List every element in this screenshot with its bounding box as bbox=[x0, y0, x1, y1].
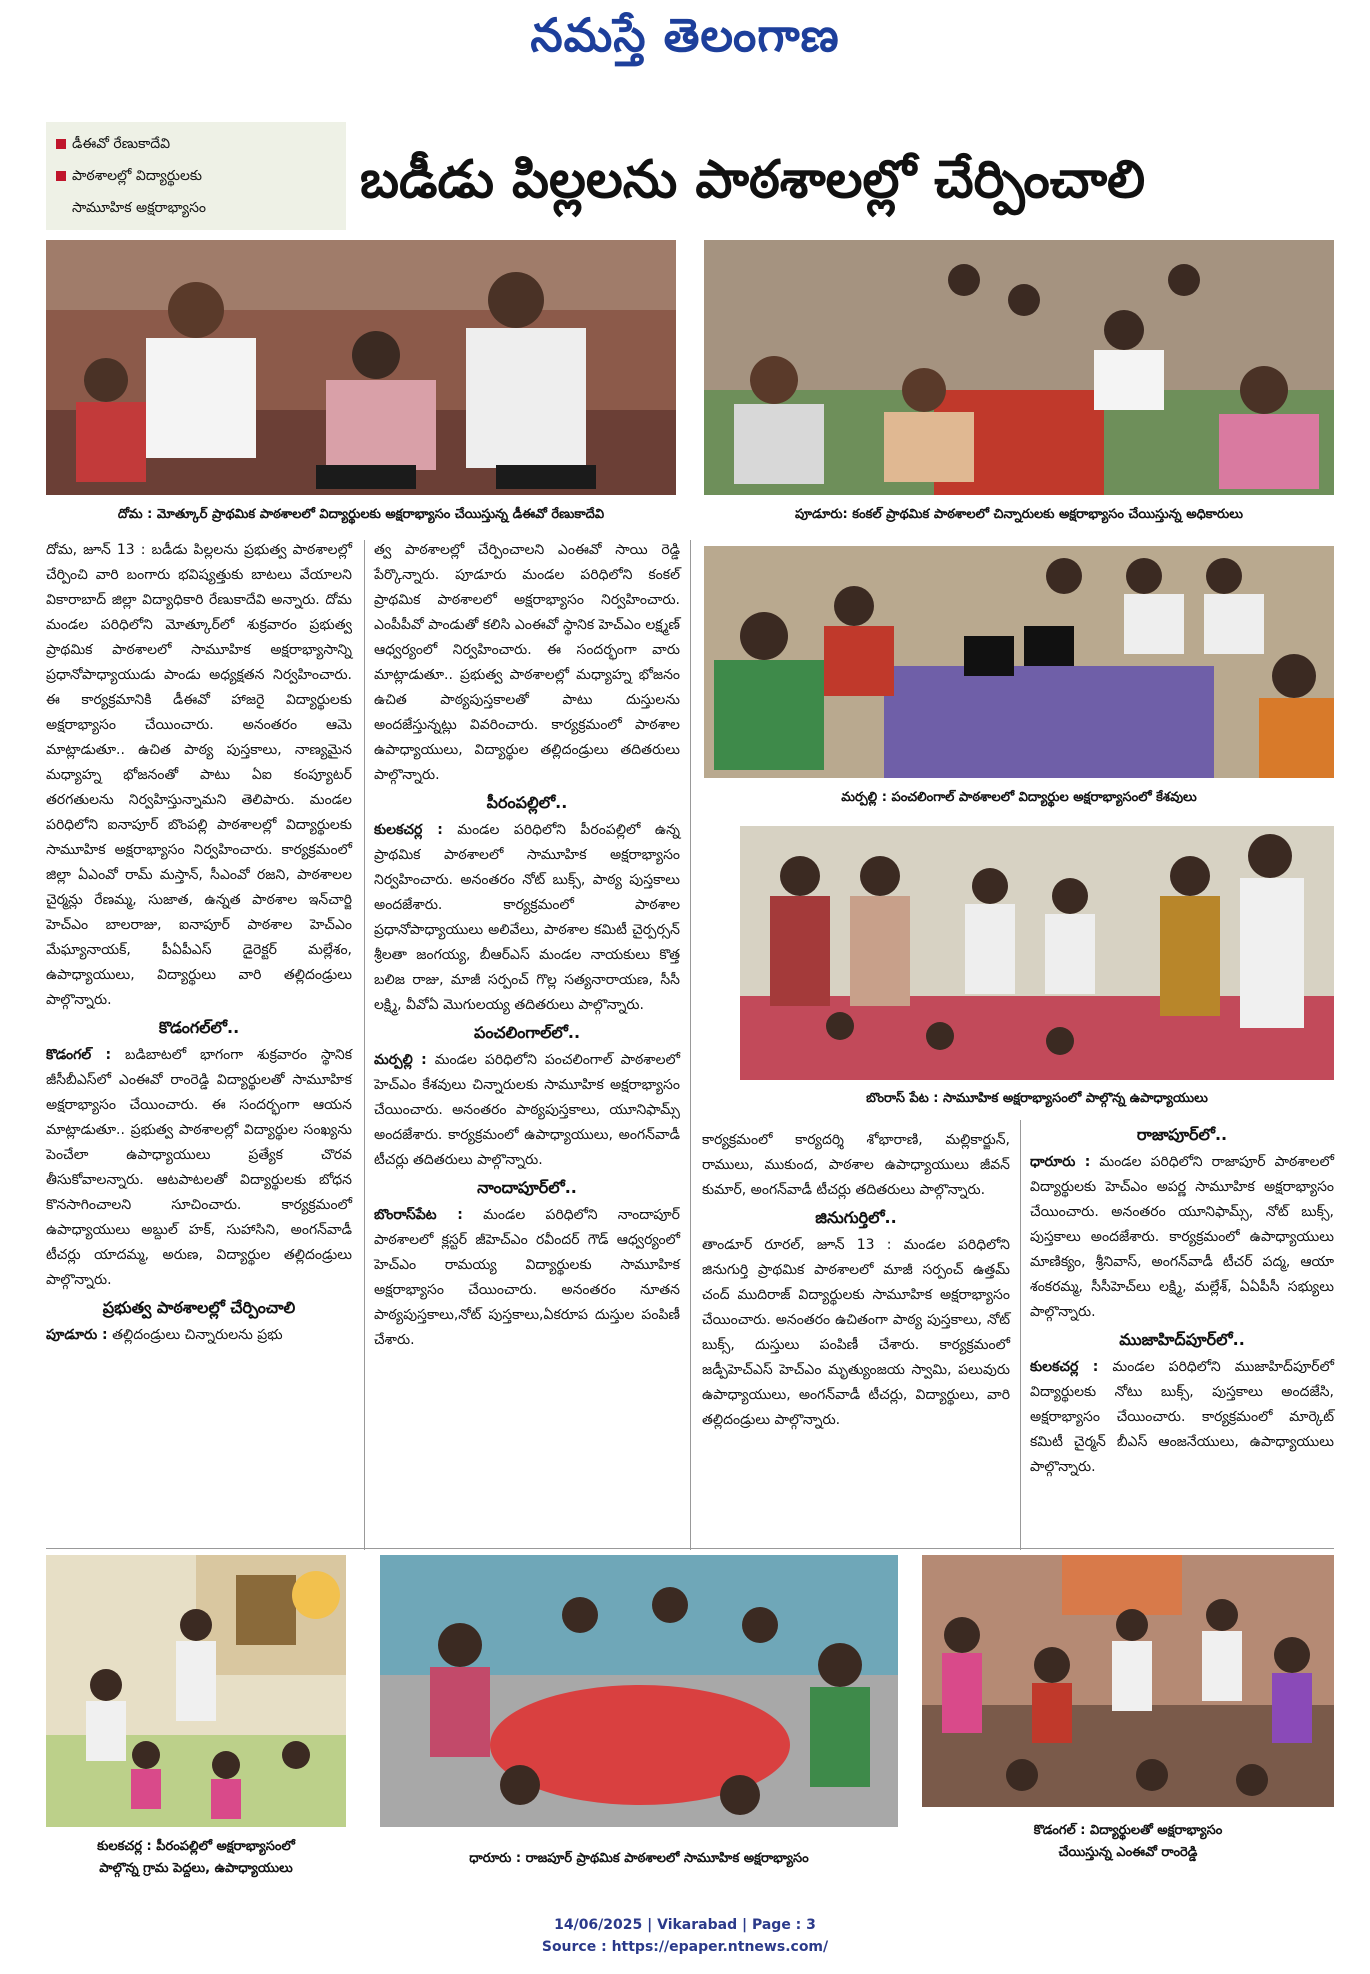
headline: బడీడు పిల్లలను పాఠశాలల్లో చేర్పించాలి bbox=[360, 150, 1146, 210]
paragraph: దోమ, జూన్ 13 : బడీడు పిల్లలను ప్రభుత్వ పాఠశాలల్లో చేర్పించి వారి బంగారు భవిష్యత్తుకు బాటలు వేయాలని వికారాబాద్ జిల్లా విద్యాధికారి రేణుకాదేవి అన్నారు. దోమ మండల పరిధిలోని మోత్కూర్‌లో శుక్రవారం ప్రభుత్వ ప్రాథమిక పాఠశాలలో సామూహిక అక్షరాభ్యాసాన్ని ప్రధానోపాధ్యాయుడు పాండు అధ్యక్షతన నిర్వహించారు. ఈ కార్యక్రమానికి డీఈవో హాజరై విద్యార్థులకు అక్షరాభ్యాసం చేయించారు. అనంతరం ఆమె మాట్లాడుతూ.. ఉచిత పాఠ్య పుస్తకాలు, నాణ్యమైన మధ్యాహ్న భోజనంతో పాటు ఏఐ కంప్యూటర్ తరగతులను నిర్వహిస్తున్నామని తెలిపారు. మండల పరిధిలోని ఐనాపూర్ బొంపల్లి పాఠశాలల్లో విద్యార్థులకు సామూహిక అక్షరాభ్యాసం నిర్వహించారు. కార్యక్రమంలో జిల్లా ఏఎంవో రామ్ మస్తాన్, సీఎంవో రజని, పాఠశాలల చైర్మన్లు రేణమ్మ, సుజాత, ఉన్నత పాఠశాల ఇన్‌చార్జి హెచ్‌ఎం బాలరాజు, ఐనాపూర్ పాఠశాల హెచ్‌ఎం మేఘ్యానాయక్, పీఏపీఎస్ డైరెక్టర్ మల్లేశం, ఉపాధ్యాయులు, విద్యార్థులు వారి తల్లిదండ్రులు పాల్గొన్నారు. bbox=[46, 542, 352, 1008]
section-subhead: ప్రభుత్వ పాఠశాలల్లో చేర్పించాలి bbox=[102, 1298, 296, 1317]
article-column-1 bbox=[46, 538, 352, 1348]
article-column-4 bbox=[1030, 1120, 1334, 1480]
photo-bomraspet bbox=[740, 826, 1334, 1080]
paragraph: బొంరాస్‌పేట : మండల పరిధిలోని నాందాపూర్ పాఠశాలలో క్లస్టర్ జీహెచ్‌ఎం రవీందర్ గౌడ్ ఆధ్వర్యంలో హెచ్‌ఎం రామయ్య విద్యార్థులకు సామూహిక అక్షరాభ్యాసం చేయించారు. అనంతరం నూతన పాఠ్యపుస్తకాలు,నోట్ పుస్తకాలు,ఏకరూప దుస్తుల పంపిణీ చేశారు. bbox=[374, 1207, 680, 1348]
photo-dhoma bbox=[46, 240, 676, 495]
dateline: పూడూరు : bbox=[46, 1327, 108, 1343]
section-subhead: పీరంపల్లిలో.. bbox=[486, 793, 568, 812]
dateline: కులకచర్ల : bbox=[374, 822, 443, 838]
paragraph: పూడూరు : తల్లిదండ్రులు చిన్నారులను ప్రభు bbox=[46, 1327, 283, 1343]
photo-caption: మర్పల్లి : పంచలింగాల్ పాఠశాలలో విద్యార్థుల అక్షరాభ్యాసంలో కేశవులు bbox=[841, 790, 1197, 805]
masthead-logo: నమస్తే తెలంగాణ bbox=[530, 8, 840, 62]
paragraph: తాండూర్ రూరల్, జూన్ 13 : మండల పరిధిలోని జినుగుర్తి ప్రాథమిక పాఠశాలలో మాజీ సర్పంచ్ ఉత్తమ్ చంద్ ముదిరాజ్ విద్యార్థులకు సామూహిక అక్షరాభ్యాసం చేయించారు. అనంతరం ఉచితంగా పాఠ్య పుస్తకాలు, నోట్ బుక్స్, దుస్తులు పంపిణీ చేశారు. కార్యక్రమంలో జడ్పీహెచ్‌ఎస్ హెచ్‌ఎం మృత్యుంజయ స్వామి, పలువురు ఉపాధ్యాయులు, అంగన్‌వాడీ టీచర్లు, విద్యార్థులు, వారి తల్లిదండ్రులు పాల్గొన్నారు. bbox=[702, 1237, 1010, 1428]
photo-pudur bbox=[704, 240, 1334, 495]
page-footer bbox=[0, 1914, 1370, 1958]
bullet-icon bbox=[56, 171, 66, 181]
paragraph: త్వ పాఠశాలల్లో చేర్పించాలని ఎంఈవో సాయి రెడ్డి పేర్కొన్నారు. పూడూరు మండల పరిధిలోని కంకల్ ప్రాథమిక పాఠశాలలో అక్షరాభ్యాసం నిర్వహించారు. ఎంపీపీవో పాండుతో కలిసి ఎంఈవో స్థానిక హెచ్‌ఎం లక్ష్మణ్ ఆధ్వర్యంలో నిర్వహించారు. ఈ సందర్భంగా వారు మాట్లాడుతూ.. ప్రభుత్వ పాఠశాలల్లో మధ్యాహ్న భోజనం ఉచిత పాఠ్యపుస్తకాలతో పాటు దుస్తులను అందజేస్తున్నట్లు వివరించారు. కార్యక్రమంలో పాఠశాల ఉపాధ్యాయులు, విద్యార్థుల తల్లిదండ్రులు తదితరులు పాల్గొన్నారు. bbox=[374, 542, 680, 783]
column-rule bbox=[690, 540, 691, 1550]
section-subhead: రాజాపూర్‌లో.. bbox=[1136, 1125, 1228, 1144]
kicker-item: సామూహిక అక్షరాభ్యాసం bbox=[72, 200, 207, 216]
paragraph: కొడంగల్ : బడిబాటలో భాగంగా శుక్రవారం స్థానిక జీసీబీఎస్‌లో ఎంఈవో రాంరెడ్డి విద్యార్థులతో సామూహిక అక్షరాభ్యాసం చేయించారు. ఈ సందర్భంగా ఆయన మాట్లాడుతూ.. ప్రభుత్వ పాఠశాలల్లో విద్యార్థుల సంఖ్యను పెంచేలా ఉపాధ్యాయులు ప్రత్యేక చొరవ తీసుకోవాలన్నారు. ఆటపాటలతో విద్యార్థులకు బోధన కొనసాగించాలని సూచించారు. కార్యక్రమంలో ఉపాధ్యాయులు అబ్దుల్ హక్, సుహాసిని, అంగన్‌వాడీ టీచర్లు యాదమ్మ, అరుణ, విద్యార్థుల తల్లిదండ్రులు పాల్గొన్నారు. bbox=[46, 1047, 352, 1288]
photo-kodangal bbox=[922, 1555, 1334, 1807]
section-subhead: జినుగుర్తిలో.. bbox=[815, 1208, 897, 1227]
section-subhead: పంచలింగాల్‌లో.. bbox=[473, 1023, 581, 1042]
kicker-item: డీఈవో రేణుకాదేవి bbox=[56, 128, 336, 160]
paragraph: కులకచర్ల : మండల పరిధిలోని పీరంపల్లిలో ఉన్న ప్రాథమిక పాఠశాలలో సామూహిక అక్షరాభ్యాసం నిర్వహించారు. అనంతరం నోట్ బుక్స్, పాఠ్య పుస్తకాలు అందజేశారు. కార్యక్రమంలో పాఠశాల ప్రధానోపాధ్యాయులు అలివేలు, పాఠశాల కమిటీ చైర్పర్సన్ శ్రీలతా జంగయ్య, బీఆర్‌ఎస్ మండల నాయకులు కొత్త బలిజ రాజు, మాజీ సర్పంచ్ గొల్ల సత్యనారాయణ, సీసీ లక్ష్మి, వీవోఏ మొగులయ్య తదితరులు పాల్గొన్నారు. bbox=[374, 822, 680, 1013]
paragraph: మర్పల్లి : మండల పరిధిలోని పంచలింగాల్ పాఠశాలలో హెచ్‌ఎం కేశవులు చిన్నారులకు సామూహిక అక్షరాభ్యాసం చేయించారు. అనంతరం పాఠ్యపుస్తకాలు, యూనిఫామ్స్ అందజేశారు. కార్యక్రమంలో ఉపాధ్యాయులు, అంగన్‌వాడీ టీచర్లు తదితరులు పాల్గొన్నారు. bbox=[374, 1052, 680, 1168]
dateline: కులకచర్ల : bbox=[1030, 1359, 1099, 1375]
photo-dharur bbox=[380, 1555, 898, 1827]
photo-caption: ధారూరు : రాజపూర్ ప్రాథమిక పాఠశాలలో సామూహిక అక్షరాభ్యాసం bbox=[469, 1851, 809, 1866]
article-column-3 bbox=[702, 1128, 1010, 1433]
column-rule bbox=[364, 540, 365, 1550]
photo-caption: కొడంగల్ : విద్యార్థులతో అక్షరాభ్యాసం చేయిస్తున్న ఎంఈవో రాంరెడ్డి bbox=[1033, 1823, 1223, 1860]
dateline: కొడంగల్ : bbox=[46, 1047, 112, 1063]
dateline: మర్పల్లి : bbox=[374, 1052, 427, 1068]
section-subhead: కొడంగల్‌లో.. bbox=[158, 1018, 240, 1037]
paragraph: కార్యక్రమంలో కార్యదర్శి శోభారాణి, మల్లికార్జున్, రాములు, ముకుంద, పాఠశాల ఉపాధ్యాయులు జీవన్ కుమార్, అంగన్‌వాడీ టీచర్లు తదితరులు పాల్గొన్నారు. bbox=[702, 1132, 1010, 1198]
column-rule bbox=[1020, 1120, 1021, 1550]
dateline: ధారూరు : bbox=[1030, 1154, 1091, 1170]
paragraph: కులకచర్ల : మండల పరిధిలోని ముజాహిద్‌పూర్‌లో విద్యార్థులకు నోటు బుక్స్, పుస్తకాలు అందజేసి, అక్షరాభ్యాసం చేయించారు. కార్యక్రమంలో మార్కెట్ కమిటీ చైర్మన్ బీఎస్ ఆంజనేయులు, ఉపాధ్యాయులు పాల్గొన్నారు. bbox=[1030, 1359, 1334, 1475]
photo-caption: కులకచర్ల : పీరంపల్లిలో అక్షరాభ్యాసంలో పాల్గొన్న గ్రామ పెద్దలు, ఉపాధ్యాయులు bbox=[97, 1839, 295, 1876]
photo-caption: దోమ : మోత్కూర్ ప్రాథమిక పాఠశాలలో విద్యార్థులకు అక్షరాభ్యాసం చేయిస్తున్న డీఈవో రేణుకాదేవి bbox=[117, 507, 605, 522]
paragraph: ధారూరు : మండల పరిధిలోని రాజాపూర్ పాఠశాలలో విద్యార్థులకు హెచ్‌ఎం అపర్ణ సామూహిక అక్షరాభ్యాసం చేయించారు. అనంతరం యూనిఫామ్స్, నోట్ బుక్స్, పుస్తకాలు అందజేశారు. కార్యక్రమంలో ఉపాధ్యాయులు మాణిక్యం, శ్రీనివాస్, అంగన్‌వాడీ టీచర్ పద్మ, ఆయా శంకరమ్మ, సీసీహెచ్‌లు లక్ష్మి, మల్లేశ్, ఏఏపీసీ సభ్యులు పాల్గొన్నారు. bbox=[1030, 1154, 1334, 1320]
photo-kulkacharla bbox=[46, 1555, 346, 1827]
dateline: బొంరాస్‌పేట : bbox=[374, 1207, 463, 1223]
article-column-2 bbox=[374, 538, 680, 1353]
bullet-icon bbox=[56, 139, 66, 149]
source-link[interactable]: Source : https://epaper.ntnews.com/ bbox=[541, 1939, 829, 1955]
photo-marpalli bbox=[704, 546, 1334, 778]
photo-caption: పూడూరు: కంకల్ ప్రాథమిక పాఠశాలలో చిన్నారులకు అక్షరాభ్యాసం చేయిస్తున్న అధికారులు bbox=[795, 507, 1243, 522]
section-subhead: నాందాపూర్‌లో.. bbox=[477, 1178, 577, 1197]
section-rule bbox=[46, 1548, 1334, 1549]
kicker-box bbox=[46, 122, 346, 230]
photo-caption: బొంరాస్ పేట : సామూహిక అక్షరాభ్యాసంలో పాల్గొన్న ఉపాధ్యాయులు bbox=[866, 1091, 1208, 1106]
edition-info: 14/06/2025 | Vikarabad | Page : 3 bbox=[554, 1917, 816, 1933]
kicker-item: పాఠశాలల్లో విద్యార్థులకు bbox=[56, 160, 336, 192]
section-subhead: ముజాహిద్‌పూర్‌లో.. bbox=[1119, 1330, 1245, 1349]
